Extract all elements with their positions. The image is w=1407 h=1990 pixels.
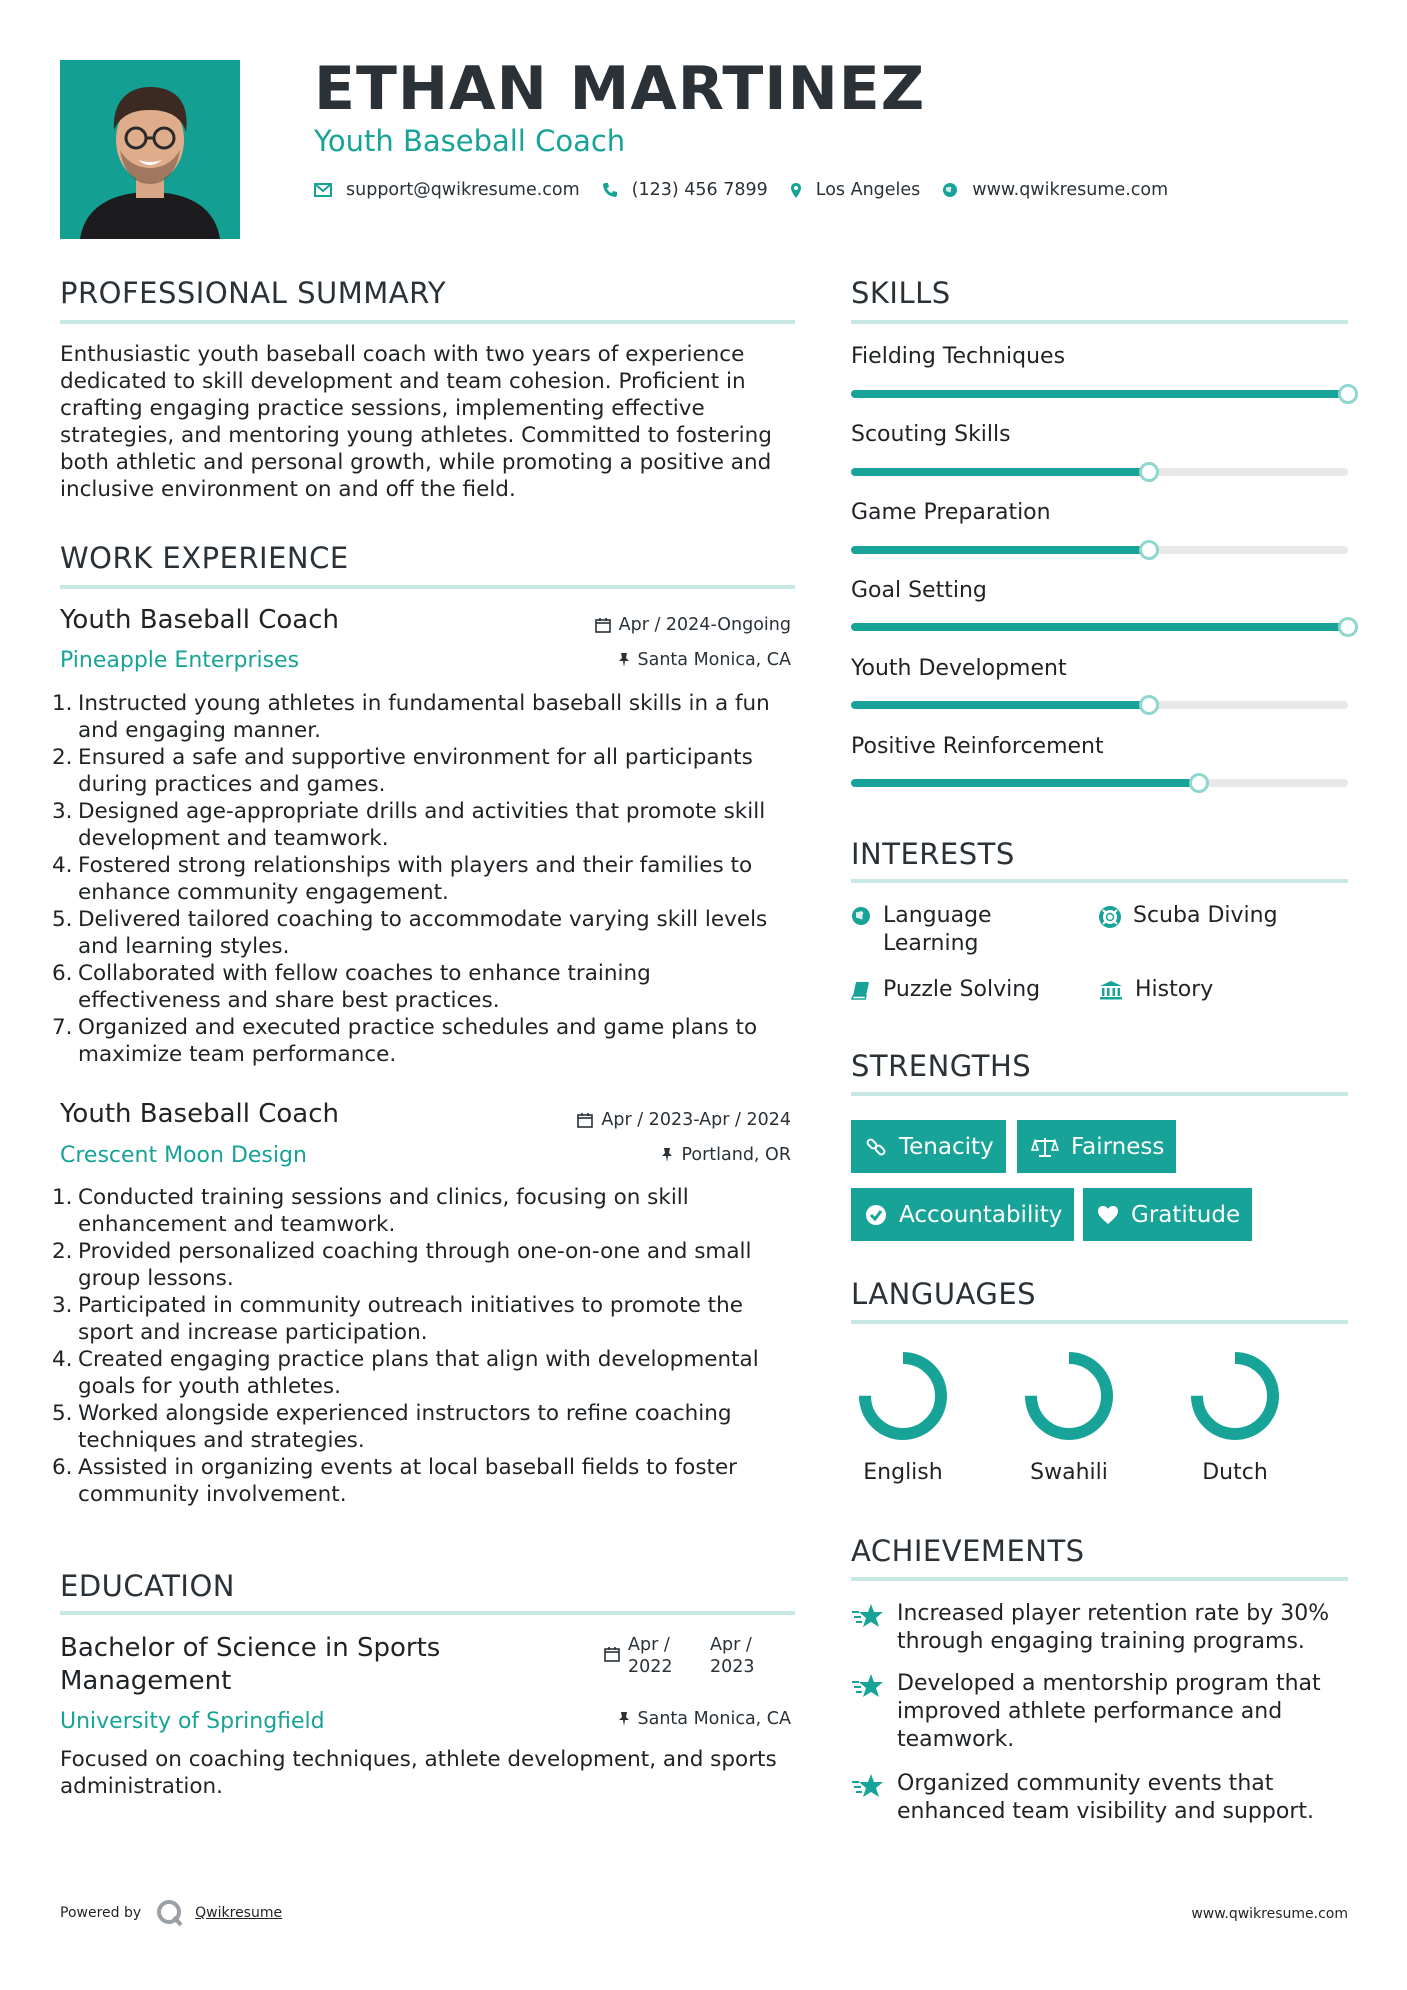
interest-item	[851, 976, 1071, 1004]
job-location	[661, 1145, 791, 1165]
achievements-heading: ACHIEVEMENTS	[851, 1534, 1085, 1568]
skill-knob	[1139, 540, 1159, 560]
interest-item	[1099, 902, 1319, 930]
strength-label: Tenacity	[899, 1133, 994, 1160]
achievement-item	[851, 1600, 1351, 1656]
contact-website-text: www.qwikresume.com	[972, 180, 1169, 200]
calendar-icon	[604, 1646, 620, 1662]
achievement-text: Organized community events that enhanced team visibility and support.	[897, 1771, 1314, 1824]
skill-bar	[851, 468, 1348, 476]
language-ring	[1189, 1350, 1281, 1442]
skill-bar	[851, 701, 1348, 709]
job-dates	[577, 1110, 791, 1130]
job-company: Crescent Moon Design	[60, 1143, 307, 1168]
bullet-number: 5.	[52, 1401, 73, 1426]
education-location-text: Santa Monica, CA	[637, 1709, 791, 1729]
achievement-item	[851, 1670, 1351, 1754]
qwikresume-link[interactable]: Qwikresume	[195, 1905, 283, 1921]
skill-fill	[851, 779, 1199, 787]
language-item	[1009, 1350, 1129, 1485]
bullet-text: Instructed young athletes in fundamental baseball skills in a fun and engaging manner.	[78, 691, 770, 743]
summary-text: Enthusiastic youth baseball coach with two years of experience dedicated to skill development and team cohesion. Proficient in crafting engaging practice sessions, implementing effective strategies, and mentoring young athletes. Committed to fostering both athletic and personal growth, while promoting a positive and inclusive environment on and off the field.	[60, 342, 772, 502]
job-bullets	[52, 690, 797, 1068]
strength-label: Gratitude	[1131, 1201, 1241, 1228]
check-circle-icon	[865, 1204, 887, 1226]
interest-label: Scuba Diving	[1133, 903, 1278, 928]
strength-tag	[1083, 1188, 1252, 1241]
achievement-text: Developed a mentorship program that improved athlete performance and teamwork.	[897, 1671, 1321, 1752]
job-location-text: Portland, OR	[681, 1145, 791, 1165]
powered-by-label: Powered by	[60, 1905, 142, 1921]
education-start: Apr / 2022	[628, 1635, 673, 1677]
skill-bar	[851, 390, 1348, 398]
languages-heading: LANGUAGES	[851, 1277, 1037, 1311]
skill-name: Game Preparation	[851, 500, 1051, 525]
job-company: Pineapple Enterprises	[60, 648, 300, 673]
bullet-text: Collaborated with fellow coaches to enhance training effectiveness and share best practices.	[78, 961, 651, 1013]
job-dates	[595, 615, 791, 635]
contact-email[interactable]	[314, 180, 580, 200]
skills-heading: SKILLS	[851, 276, 951, 310]
candidate-role: Youth Baseball Coach	[314, 124, 626, 158]
contact-website[interactable]	[942, 180, 1168, 200]
interests-heading: INTERESTS	[851, 837, 1015, 871]
education-location	[618, 1709, 792, 1729]
skill-bar	[851, 546, 1348, 554]
list-item	[52, 690, 797, 744]
bullet-text: Organized and executed practice schedules and game plans to maximize team performance.	[78, 1015, 758, 1067]
strength-label: Accountability	[899, 1201, 1063, 1228]
bullet-number: 1.	[52, 1185, 73, 1210]
bullet-number: 2.	[52, 745, 73, 770]
bullet-number: 6.	[52, 961, 73, 986]
skill-bar	[851, 623, 1348, 631]
star-icon	[851, 1772, 885, 1800]
job-location-text: Santa Monica, CA	[637, 650, 791, 670]
heart-icon	[1097, 1205, 1119, 1225]
languages-divider	[851, 1320, 1348, 1324]
job-dates-text: Apr / 2023-Apr / 2024	[601, 1110, 791, 1130]
list-item	[52, 1184, 797, 1238]
contact-email-text: support@qwikresume.com	[346, 180, 580, 200]
skill-name: Scouting Skills	[851, 422, 1011, 447]
skill-fill	[851, 468, 1149, 476]
interest-label: Language Learning	[883, 903, 992, 956]
interests-divider	[851, 879, 1348, 883]
language-item	[843, 1350, 963, 1485]
bullet-text: Ensured a safe and supportive environment for all participants during practices and games.	[78, 745, 753, 797]
profile-photo	[60, 60, 240, 239]
skill-fill	[851, 390, 1348, 398]
strength-tag	[851, 1188, 1074, 1241]
interest-item	[851, 902, 1051, 958]
language-ring	[857, 1350, 949, 1442]
education-divider	[60, 1611, 795, 1615]
skills-divider	[851, 320, 1348, 324]
bullet-number: 4.	[52, 853, 73, 878]
bullet-number: 7.	[52, 1015, 73, 1040]
experience-heading: WORK EXPERIENCE	[60, 541, 349, 575]
envelope-icon	[314, 183, 332, 197]
skill-knob	[1139, 695, 1159, 715]
strength-tag	[1017, 1120, 1176, 1173]
skill-knob	[1139, 462, 1159, 482]
strength-label: Fairness	[1071, 1133, 1165, 1160]
bullet-text: Delivered tailored coaching to accommodate varying skill levels and learning styles.	[78, 907, 768, 959]
education-dates	[604, 1634, 776, 1678]
language-name: Dutch	[1202, 1460, 1268, 1485]
job-title: Youth Baseball Coach	[60, 605, 339, 635]
contact-location-text: Los Angeles	[815, 180, 921, 200]
calendar-icon	[577, 1112, 593, 1128]
footer-website[interactable]: www.qwikresume.com	[1191, 1906, 1348, 1922]
job-dates-text: Apr / 2024-Ongoing	[618, 615, 791, 635]
skill-bar	[851, 779, 1348, 787]
phone-icon	[602, 182, 618, 198]
list-item	[52, 960, 797, 1014]
language-item	[1175, 1350, 1295, 1485]
skill-name: Fielding Techniques	[851, 344, 1066, 369]
job-title: Youth Baseball Coach	[60, 1099, 339, 1129]
bullet-number: 5.	[52, 907, 73, 932]
interest-label: Puzzle Solving	[883, 977, 1041, 1002]
pin-icon	[618, 1711, 630, 1727]
bullet-number: 3.	[52, 1293, 73, 1318]
list-item	[52, 906, 797, 960]
education-degree: Bachelor of Science in Sports Management	[60, 1633, 441, 1696]
language-ring	[1023, 1350, 1115, 1442]
achievements-divider	[851, 1577, 1348, 1581]
list-item	[52, 1014, 797, 1068]
skill-name: Goal Setting	[851, 578, 987, 603]
bullet-text: Fostered strong relationships with players and their families to enhance community engagement.	[78, 853, 753, 905]
skill-name: Youth Development	[851, 656, 1067, 681]
star-icon	[851, 1672, 885, 1700]
contact-phone[interactable]	[602, 180, 768, 200]
scale-icon	[1031, 1136, 1059, 1158]
language-name: English	[863, 1460, 943, 1485]
list-item	[52, 744, 797, 798]
bullet-text: Provided personalized coaching through one-on-one and small group lessons.	[78, 1239, 752, 1291]
pin-icon	[618, 652, 630, 668]
list-item	[52, 798, 797, 852]
education-school: University of Springfield	[60, 1709, 325, 1734]
bullet-number: 3.	[52, 799, 73, 824]
list-item	[52, 1400, 797, 1454]
museum-icon	[1099, 980, 1123, 1000]
bullet-text: Created engaging practice plans that align with developmental goals for youth athletes.	[78, 1347, 759, 1399]
list-item	[52, 1346, 797, 1400]
footer-powered-by	[60, 1898, 282, 1928]
skill-fill	[851, 546, 1149, 554]
bullet-number: 1.	[52, 691, 73, 716]
bullet-number: 4.	[52, 1347, 73, 1372]
star-icon	[851, 1602, 885, 1630]
education-end: Apr / 2023	[710, 1635, 755, 1677]
list-item	[52, 1238, 797, 1292]
skill-knob	[1189, 773, 1209, 793]
pin-icon	[661, 1147, 673, 1163]
skill-name: Positive Reinforcement	[851, 734, 1104, 759]
skill-knob	[1338, 617, 1358, 637]
bullet-text: Worked alongside experienced instructors to refine coaching techniques and strategies.	[78, 1401, 732, 1453]
contact-phone-text: (123) 456 7899	[631, 180, 768, 200]
list-item	[52, 1292, 797, 1346]
skill-knob	[1338, 384, 1358, 404]
language-name: Swahili	[1030, 1460, 1108, 1485]
interest-item	[1099, 976, 1299, 1004]
book-icon	[851, 980, 871, 1000]
bullet-text: Assisted in organizing events at local baseball fields to foster community involvement.	[78, 1455, 738, 1507]
bullet-text: Conducted training sessions and clinics, focusing on skill enhancement and teamwork.	[78, 1185, 689, 1237]
strengths-divider	[851, 1092, 1348, 1096]
map-pin-icon	[790, 182, 802, 199]
candidate-name: ETHAN MARTINEZ	[314, 54, 926, 124]
bullet-number: 6.	[52, 1455, 73, 1480]
globe-icon	[942, 182, 958, 198]
strengths-heading: STRENGTHS	[851, 1049, 1032, 1083]
lifebuoy-icon	[1099, 906, 1121, 928]
summary-divider	[60, 320, 795, 324]
experience-divider	[60, 585, 795, 589]
calendar-icon	[595, 617, 611, 633]
list-item	[52, 852, 797, 906]
summary-heading: PROFESSIONAL SUMMARY	[60, 276, 447, 310]
qwikresume-logo-icon	[155, 1898, 185, 1928]
contact-bar	[314, 180, 1190, 200]
contact-location	[790, 180, 921, 200]
bullet-text: Designed age-appropriate drills and activities that promote skill development and teamwork.	[78, 799, 766, 851]
list-item	[52, 1454, 797, 1508]
link-icon	[865, 1136, 887, 1158]
globe-icon	[851, 906, 871, 926]
skill-fill	[851, 623, 1348, 631]
strength-tag	[851, 1120, 1006, 1173]
skill-fill	[851, 701, 1149, 709]
bullet-text: Participated in community outreach initiatives to promote the sport and increase participation.	[78, 1293, 743, 1345]
bullet-number: 2.	[52, 1239, 73, 1264]
achievement-item	[851, 1770, 1351, 1826]
achievement-text: Increased player retention rate by 30% through engaging training programs.	[897, 1601, 1330, 1654]
job-location	[618, 650, 792, 670]
education-heading: EDUCATION	[60, 1569, 236, 1603]
education-description: Focused on coaching techniques, athlete development, and sports administration.	[60, 1747, 777, 1799]
job-bullets	[52, 1184, 797, 1508]
interest-label: History	[1135, 977, 1214, 1002]
